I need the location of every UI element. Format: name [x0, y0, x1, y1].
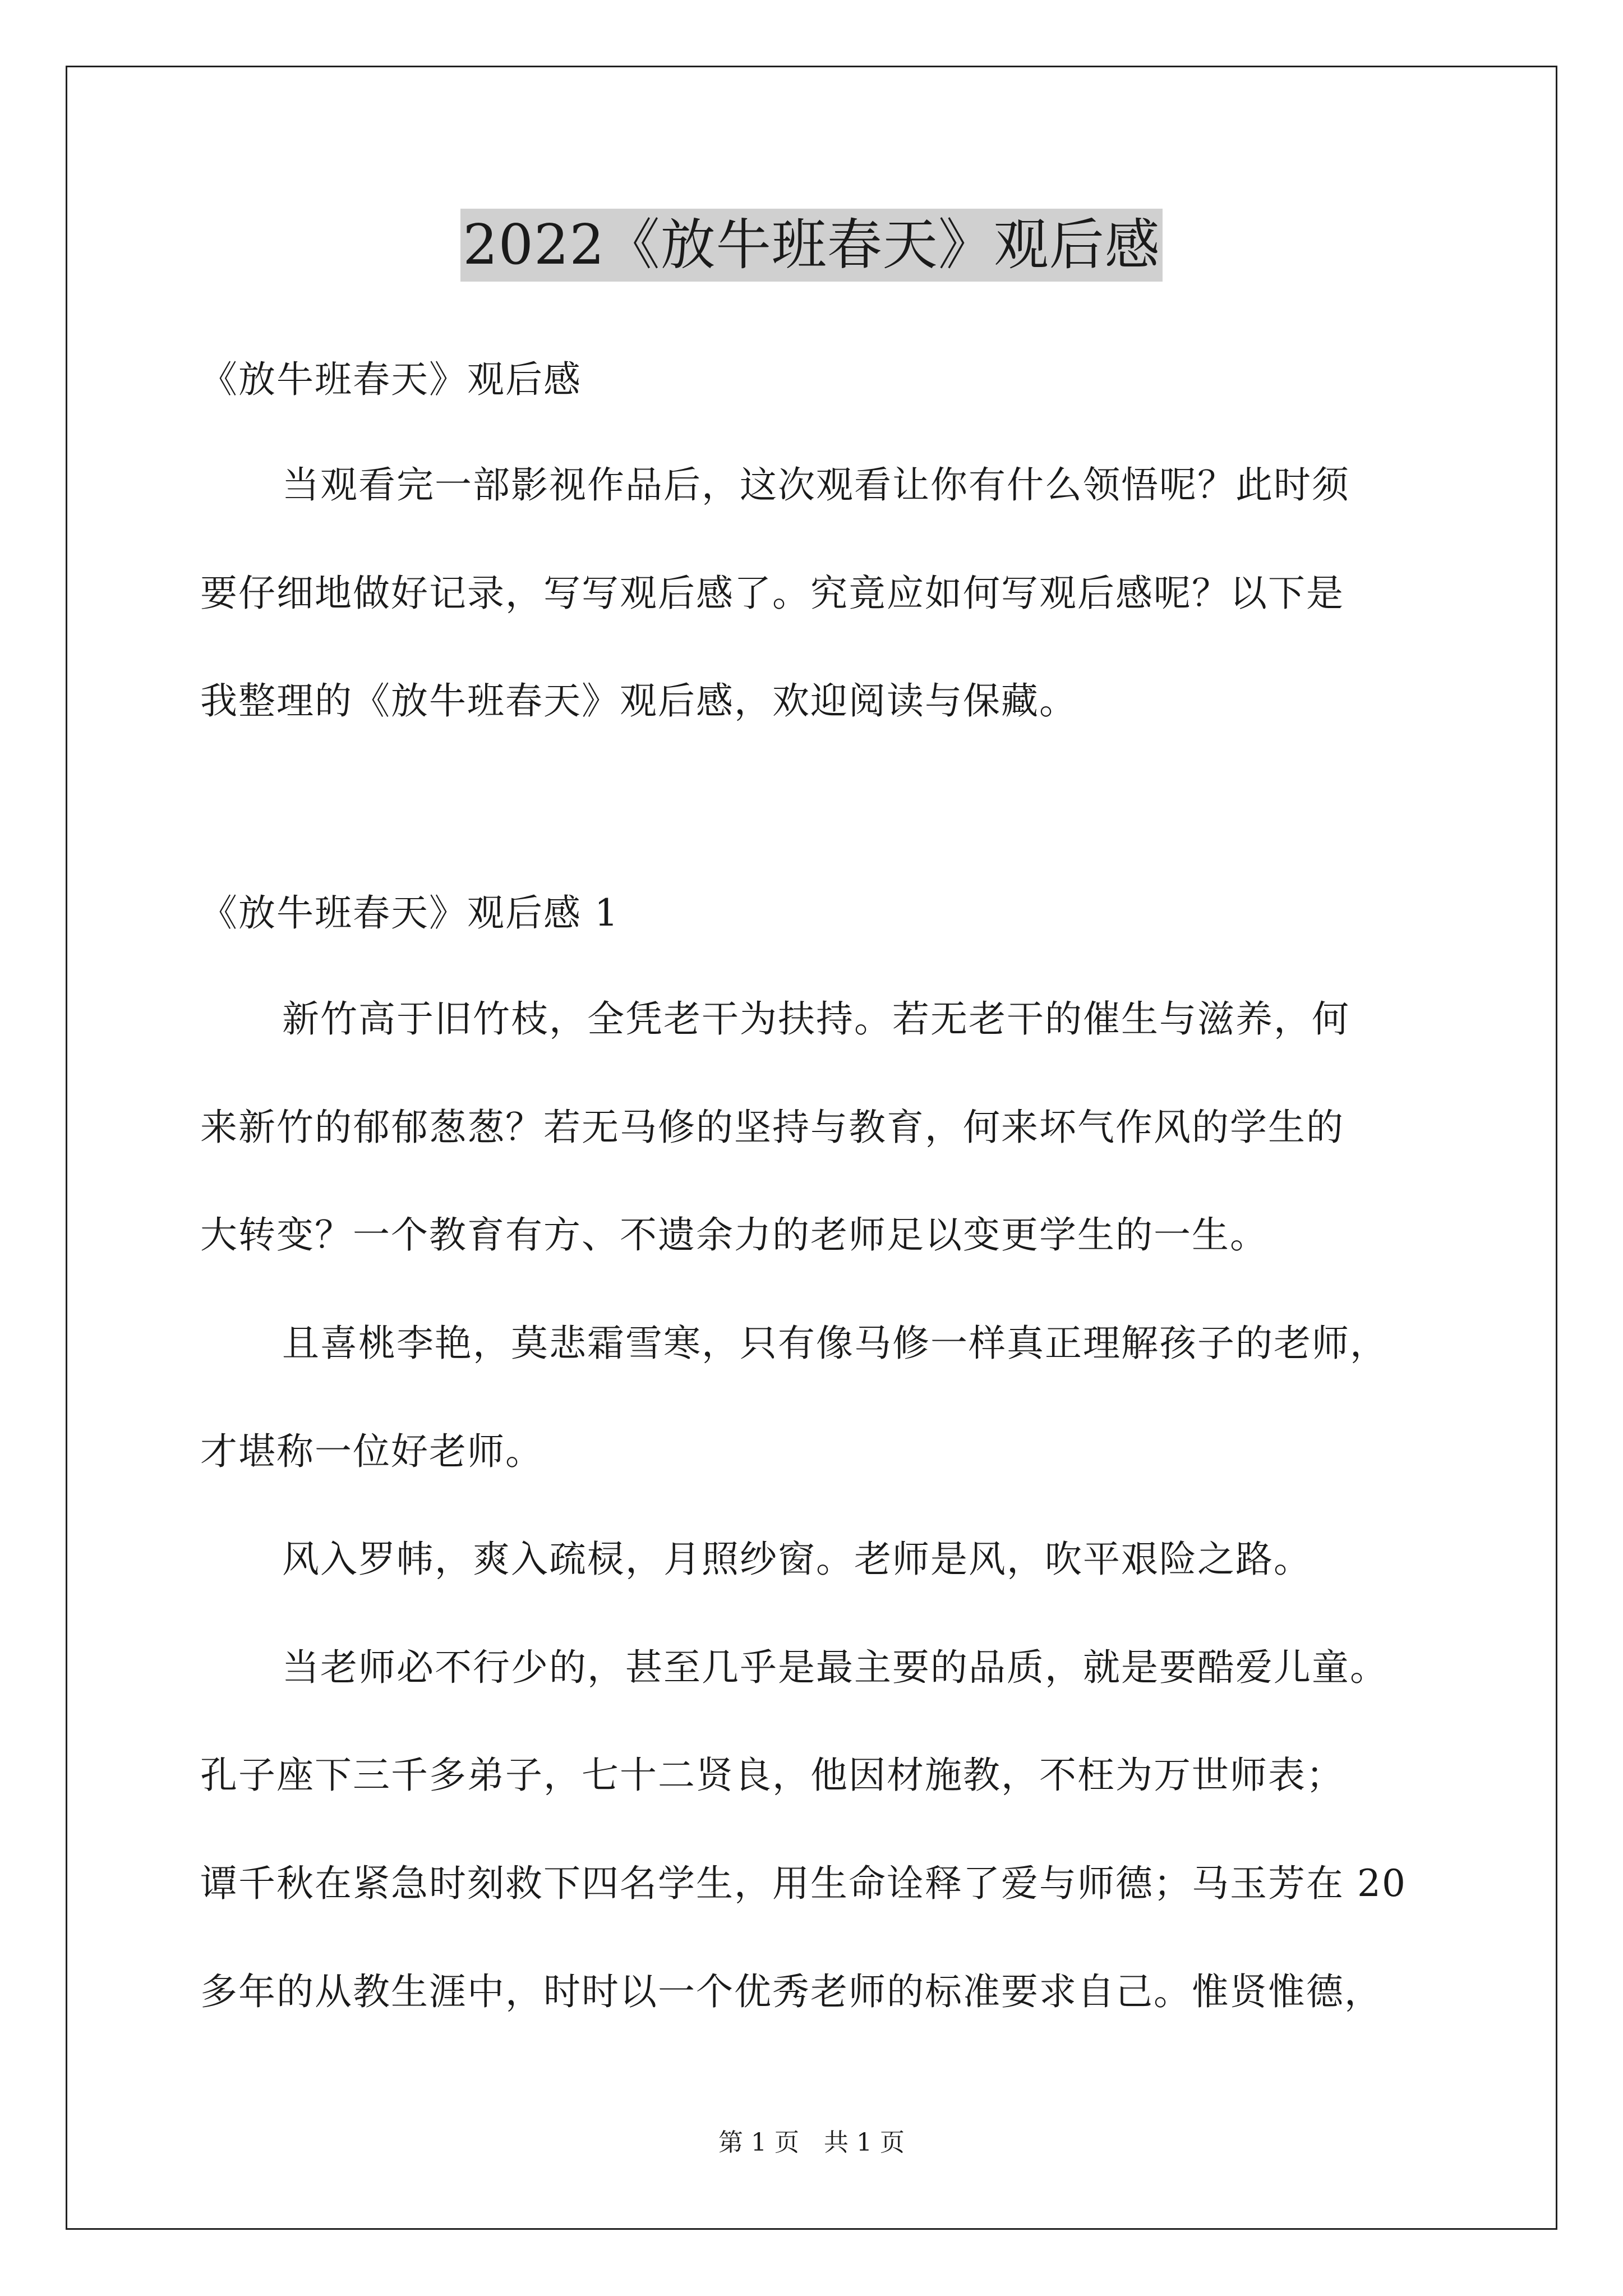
body-line: 且喜桃李艳，莫悲霜雪寒，只有像马修一样真正理解孩子的老师，: [282, 1322, 1388, 1365]
body-line: 大转变？一个教育有方、不遗余力的老师足以变更学生的一生。: [200, 1213, 1268, 1257]
body-line: 才堪称一位好老师。: [200, 1430, 543, 1473]
body-line: 孔子座下三千多弟子，七十二贤良，他因材施教，不枉为万世师表；: [200, 1754, 1344, 1797]
section-heading: 《放牛班春天》观后感 1: [200, 891, 619, 935]
body-line: 来新竹的郁郁葱葱？若无马修的坚持与教育，何来坏气作风的学生的: [200, 1106, 1344, 1149]
title-container: [0, 209, 1623, 282]
body-line: 多年的从教生涯中，时时以一个优秀老师的标准要求自己。惟贤惟德，: [200, 1970, 1382, 2013]
document-title: 2022《放牛班春天》观后感: [460, 209, 1162, 282]
body-line: 当老师必不行少的，甚至几乎是最主要的品质，就是要酷爱儿童。: [282, 1646, 1388, 1689]
body-line: 新竹高于旧竹枝，全凭老干为扶持。若无老干的催生与滋养，何: [282, 997, 1350, 1041]
page-footer: 第 1 页 共 1 页: [718, 2128, 905, 2157]
body-line: 谭千秋在紧急时刻救下四名学生，用生命诠释了爱与师德；马玉芳在 20: [200, 1862, 1407, 1905]
subtitle: 《放牛班春天》观后感: [200, 358, 582, 401]
intro-line: 要仔细地做好记录，写写观后感了。究竟应如何写观后感呢？以下是: [200, 572, 1344, 615]
body-line: 风入罗帏，爽入疏棂，月照纱窗。老师是风，吹平艰险之路。: [282, 1538, 1312, 1581]
intro-line: 我整理的《放牛班春天》观后感，欢迎阅读与保藏。: [200, 679, 1077, 723]
intro-line: 当观看完一部影视作品后，这次观看让你有什么领悟呢？此时须: [282, 463, 1350, 507]
